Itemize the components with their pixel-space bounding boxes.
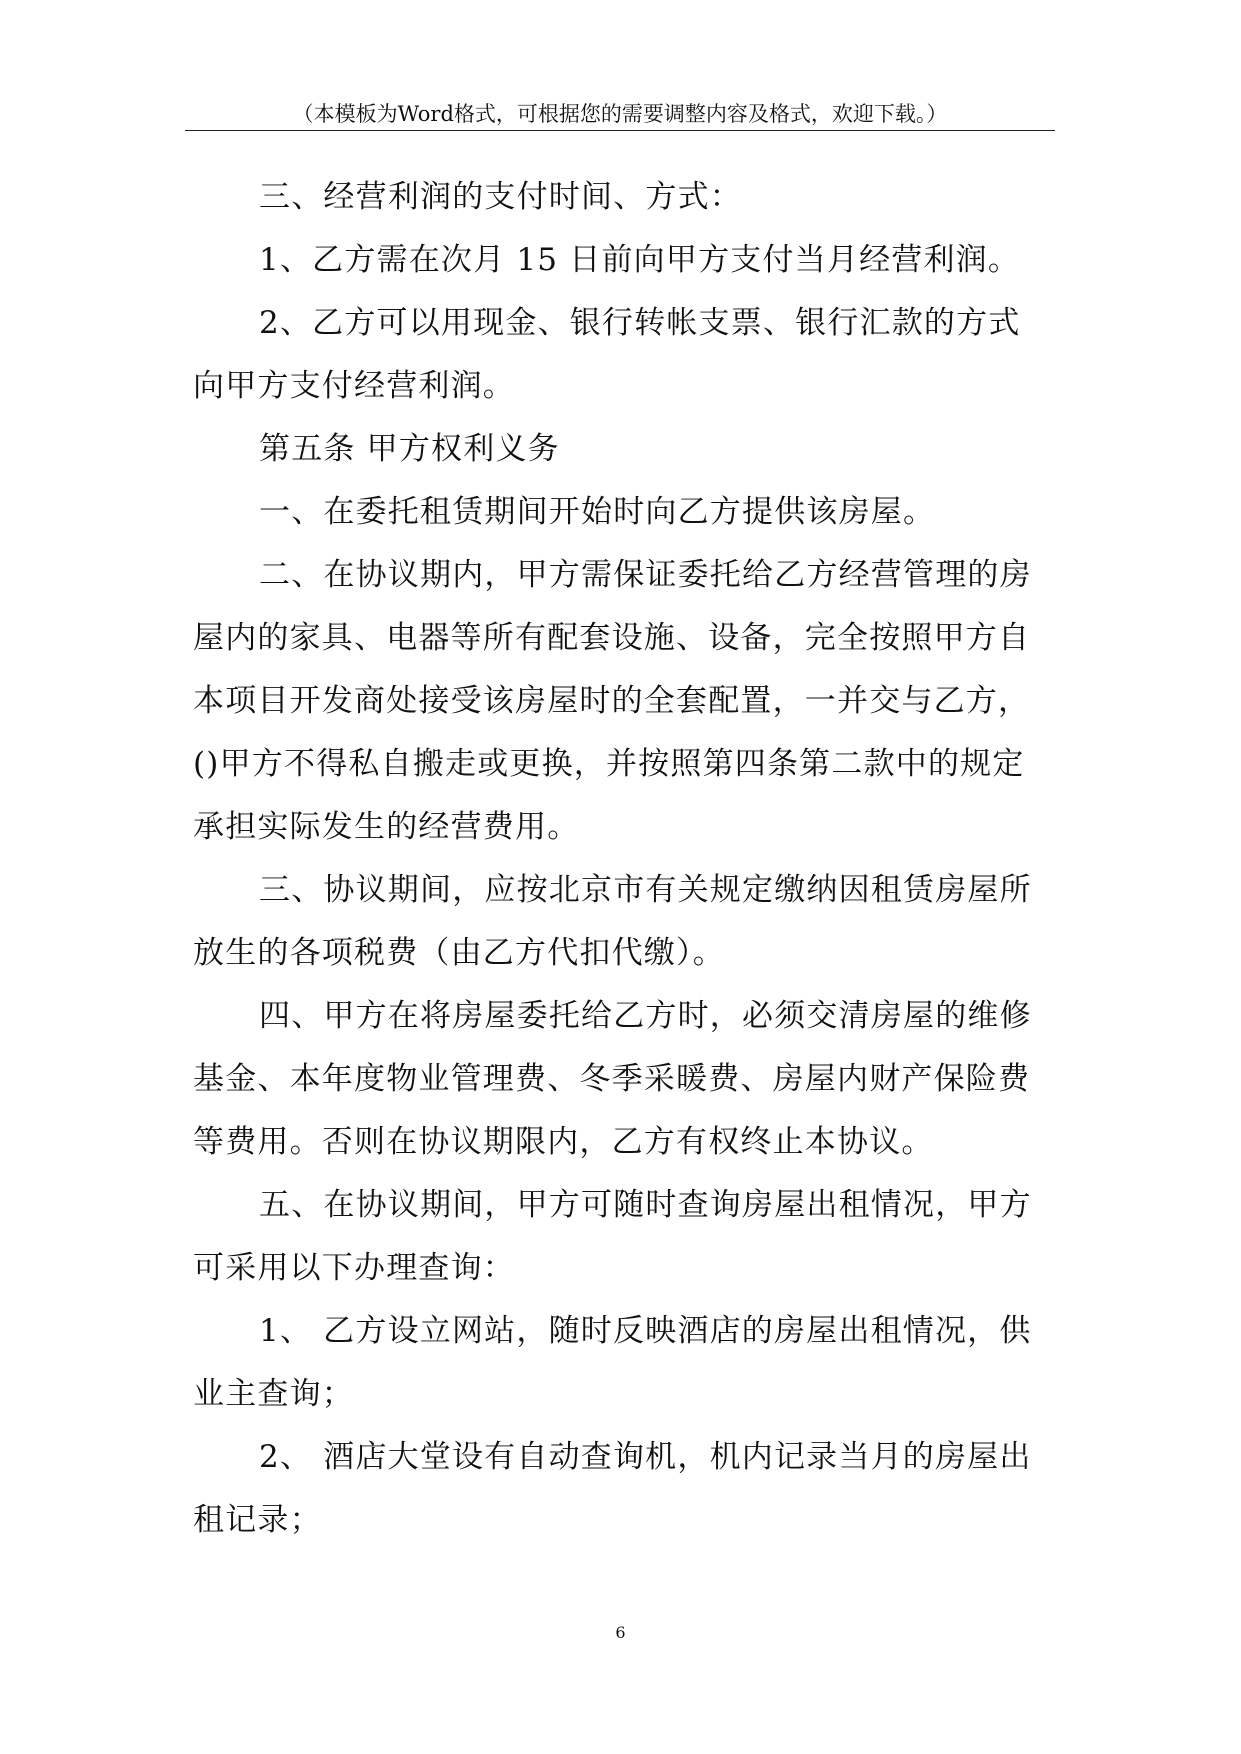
body-line: 向甲方支付经营利润。 — [193, 368, 515, 404]
body-line: 三、经营利润的支付时间、方式： — [259, 179, 742, 215]
body-line: 1、 乙方设立网站，随时反映酒店的房屋出租情况，供 — [259, 1313, 1032, 1349]
body-line: 一、在委托租赁期间开始时向乙方提供该房屋。 — [259, 494, 936, 530]
body-line: ()甲方不得私自搬走或更换，并按照第四条第二款中的规定 — [193, 746, 1025, 782]
body-line: 屋内的家具、电器等所有配套设施、设备，完全按照甲方自 — [193, 620, 1031, 656]
body-line: 承担实际发生的经营费用。 — [193, 809, 580, 845]
body-line: 三、协议期间，应按北京市有关规定缴纳因租赁房屋所 — [259, 872, 1032, 908]
template-notice-header: （本模板为Word格式，可根据您的需要调整内容及格式，欢迎下载。） — [292, 102, 948, 126]
body-line: 租记录； — [193, 1502, 322, 1538]
body-line: 1、乙方需在次月 15 日前向甲方支付当月经营利润。 — [259, 242, 1021, 278]
section-heading: 第五条 甲方权利义务 — [259, 431, 560, 467]
body-line: 基金、本年度物业管理费、冬季采暖费、房屋内财产保险费 — [193, 1061, 1031, 1097]
document-body — [193, 166, 1055, 1552]
body-line: 2、 酒店大堂设有自动查询机，机内记录当月的房屋出 — [259, 1439, 1032, 1475]
body-line: 等费用。否则在协议期限内，乙方有权终止本协议。 — [193, 1124, 934, 1160]
body-line: 本项目开发商处接受该房屋时的全套配置，一并交与乙方， — [193, 683, 1031, 719]
header-divider — [185, 130, 1055, 131]
body-line: 二、在协议期内，甲方需保证委托给乙方经营管理的房 — [259, 557, 1032, 593]
body-line: 业主查询； — [193, 1376, 354, 1412]
body-line: 2、乙方可以用现金、银行转帐支票、银行汇款的方式 — [259, 305, 1021, 341]
body-line: 五、在协议期间，甲方可随时查询房屋出租情况，甲方 — [259, 1187, 1032, 1223]
page-number: 6 — [615, 1623, 626, 1642]
body-line: 四、甲方在将房屋委托给乙方时，必须交清房屋的维修 — [259, 998, 1032, 1034]
body-line: 可采用以下办理查询： — [193, 1250, 515, 1286]
body-line: 放生的各项税费（由乙方代扣代缴）。 — [193, 935, 725, 971]
